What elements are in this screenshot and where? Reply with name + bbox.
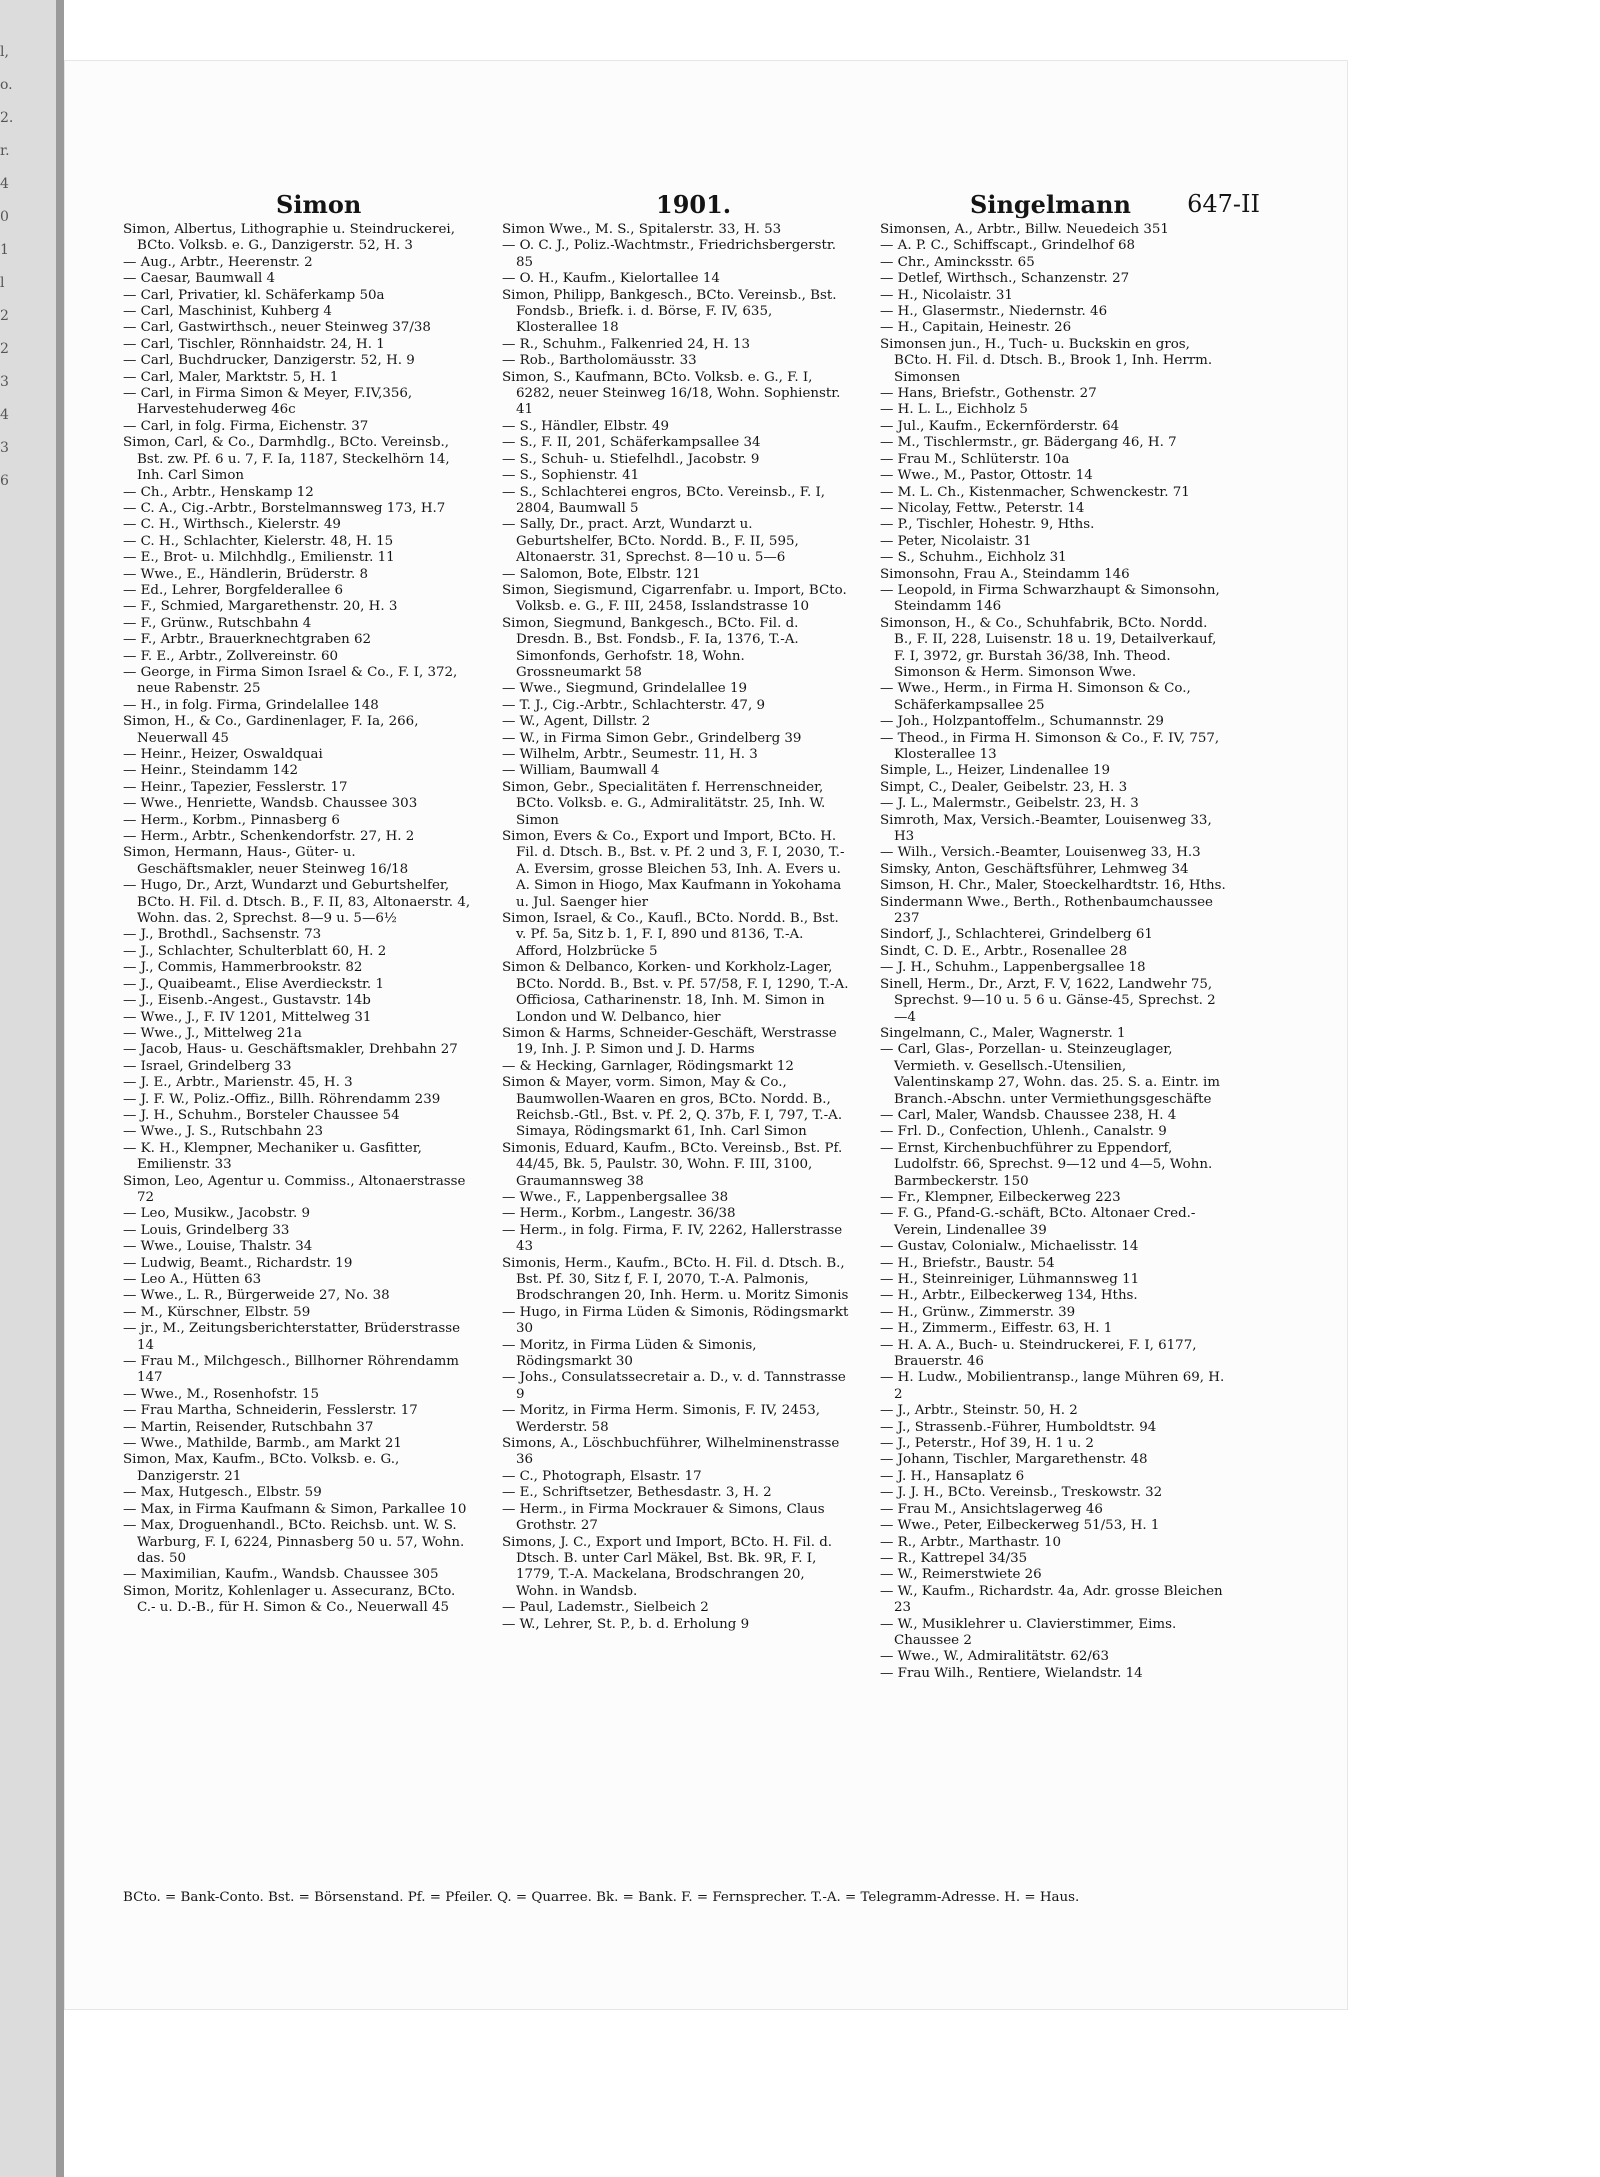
directory-entry: — Nicolay, Fettw., Peterstr. 14 xyxy=(880,500,1085,516)
directory-entry: Simon, Israel, & Co., Kaufl., BCto. Nordd. B., Bst. v. Pf. 5a, Sitz b. 1, F. I, 890 und 8136, T.-A. Afford, Holzbrücke 5 xyxy=(502,911,839,959)
directory-entry: — S., Sophienstr. 41 xyxy=(502,468,640,484)
directory-entry: — Wwe., F., Lappenbergsallee 38 xyxy=(502,1189,729,1205)
directory-entry: — H., Steinreiniger, Lühmannsweg 11 xyxy=(880,1272,1140,1287)
directory-entry: — Max, Hutgesch., Elbstr. 59 xyxy=(123,1485,322,1501)
directory-entry: — H. A. A., Buch- u. Steindruckerei, F. I, 6177, Brauerstr. 46 xyxy=(880,1337,1197,1370)
directory-entry: Simon, Leo, Agentur u. Commiss., Altonaerstrasse 72 xyxy=(123,1173,466,1205)
directory-entry: — H., Capitain, Heinestr. 26 xyxy=(880,320,1072,336)
directory-entry: — Wwe., Louise, Thalstr. 34 xyxy=(123,1239,313,1255)
directory-entry: — Sally, Dr., pract. Arzt, Wundarzt u. Geburtshelfer, BCto. Nordd. B., F. II, 595, Altonaerstr. 31, Sprechst. 8—10 u. 5—6 xyxy=(502,517,799,566)
directory-entry: — Wwe., Siegmund, Grindelallee 19 xyxy=(502,681,748,697)
directory-entry: — R., Schuhm., Falkenried 24, H. 13 xyxy=(502,336,751,352)
directory-entry: — Jul., Kaufm., Eckernförderstr. 64 xyxy=(880,418,1120,434)
directory-entry: — Carl, Tischler, Rönnhaidstr. 24, H. 1 xyxy=(123,336,385,352)
directory-entry: — F. G., Pfand-G.-schäft, BCto. Altonaer Cred.-Verein, Lindenallee 39 xyxy=(880,1206,1196,1238)
directory-entry: — S., Händler, Elbstr. 49 xyxy=(502,418,669,434)
directory-entry: — Carl, Gastwirthsch., neuer Steinweg 37/38 xyxy=(123,320,431,336)
directory-entry: — R., Arbtr., Marthastr. 10 xyxy=(880,1534,1062,1550)
directory-entry: Simon Wwe., M. S., Spitalerstr. 33, H. 53 xyxy=(502,222,782,237)
directory-entry: — S., Schuhm., Eichholz 31 xyxy=(880,550,1067,566)
directory-entry: Simonsohn, Frau A., Steindamm 146 xyxy=(880,566,1130,582)
directory-entry: — Wwe., Mathilde, Barmb., am Markt 21 xyxy=(123,1436,402,1452)
directory-entry: — Wwe., Henriette, Wandsb. Chaussee 303 xyxy=(123,796,418,812)
directory-entry: — S., F. II, 201, Schäferkampsallee 34 xyxy=(502,435,761,451)
directory-entry: Simon, Albertus, Lithographie u. Steindruckerei, BCto. Volksb. e. G., Danzigerstr. 52, H. 3 xyxy=(123,222,455,254)
directory-entry: — E., Brot- u. Milchhdlg., Emilienstr. 11 xyxy=(123,550,395,566)
directory-entry: Simon, H., & Co., Gardinenlager, F. Ia, 266, Neuerwall 45 xyxy=(123,714,419,746)
directory-entry: — Wwe., J., Mittelweg 21a xyxy=(123,1025,302,1041)
directory-entry: — O. H., Kaufm., Kielortallee 14 xyxy=(502,271,720,287)
directory-entry: — J. L., Malermstr., Geibelstr. 23, H. 3 xyxy=(880,796,1139,812)
header-year: 1901. xyxy=(656,190,732,219)
directory-entry: — E., Schriftsetzer, Bethesdastr. 3, H. 2 xyxy=(502,1485,772,1501)
directory-entry: — Chr., Amincksstr. 65 xyxy=(880,254,1035,270)
directory-entry: Simonis, Herm., Kaufm., BCto. H. Fil. d. Dtsch. B., Bst. Pf. 30, Sitz f, F. I, 2070, T.-A. Palmonis, Brodschrangen 20, Inh. Herm. u. Moritz Simonis xyxy=(502,1255,849,1304)
directory-entry: — H. Ludw., Mobilientransp., lange Mühren 69, H. 2 xyxy=(880,1370,1225,1402)
directory-entry: Simon, Siegismund, Cigarrenfabr. u. Import, BCto. Volksb. e. G., F. III, 2458, Isslandstrasse 10 xyxy=(502,582,847,615)
directory-entry: — Jacob, Haus- u. Geschäftsmakler, Drehbahn 27 xyxy=(123,1042,458,1058)
previous-page-fragment: 3 xyxy=(0,440,9,456)
directory-entry: — H., in folg. Firma, Grindelallee 148 xyxy=(123,697,379,713)
directory-entry: — J., Brothdl., Sachsenstr. 73 xyxy=(123,927,322,943)
directory-entry: — Carl, Glas-, Porzellan- u. Steinzeuglager, Vermieth. v. Gesellsch.-Utensilien, Valentinskamp 27, Wohn. das. 25. S. a. Eintr. im Branch.-Abschn. unter Vermiethungsgeschäfte xyxy=(880,1042,1220,1107)
previous-page-fragment: o. xyxy=(0,77,13,93)
directory-entry: — W., Reimerstwiete 26 xyxy=(880,1567,1042,1583)
directory-entry: — Wwe., J. S., Rutschbahn 23 xyxy=(123,1124,324,1140)
directory-entry: — Carl, in Firma Simon & Meyer, F.IV,356, Harvestehuderweg 46c xyxy=(123,386,413,418)
directory-entry: — Carl, Privatier, kl. Schäferkamp 50a xyxy=(123,287,385,303)
directory-entry: — Heinr., Heizer, Oswaldquai xyxy=(123,747,323,762)
previous-page-fragment: 0 xyxy=(0,209,9,225)
directory-entry: Simple, L., Heizer, Lindenallee 19 xyxy=(880,763,1111,779)
header-first-name: Simon xyxy=(276,190,362,219)
directory-entry: — Herm., in Firma Mockrauer & Simons, Claus Grothstr. 27 xyxy=(502,1501,825,1534)
directory-entry: — Wwe., Herm., in Firma H. Simonson & Co., Schäferkampsallee 25 xyxy=(880,681,1191,713)
directory-entry: Sindermann Wwe., Berth., Rothenbaumchaussee 237 xyxy=(880,894,1213,927)
directory-entry: — Wwe., W., Admiralitätstr. 62/63 xyxy=(880,1649,1109,1665)
directory-entry: Simson, H. Chr., Maler, Stoeckelhardtstr. 16, Hths. xyxy=(880,878,1226,894)
directory-entry: — R., Kattrepel 34/35 xyxy=(880,1550,1028,1566)
directory-entry: — Max, in Firma Kaufmann & Simon, Parkallee 10 xyxy=(123,1501,467,1517)
directory-entry: — Carl, Buchdrucker, Danzigerstr. 52, H. 9 xyxy=(123,353,415,369)
previous-page-edge xyxy=(0,40,16,940)
directory-entry: — Leo, Musikw., Jacobstr. 9 xyxy=(123,1206,310,1222)
directory-entry: Simonsen, A., Arbtr., Billw. Neuedeich 351 xyxy=(880,222,1169,237)
directory-entry: — Wwe., M., Pastor, Ottostr. 14 xyxy=(880,468,1093,484)
directory-entry: — Rob., Bartholomäusstr. 33 xyxy=(502,353,697,369)
directory-entry: Sindorf, J., Schlachterei, Grindelberg 61 xyxy=(880,927,1153,943)
directory-entry: — jr., M., Zeitungsberichterstatter, Brüderstrasse 14 xyxy=(123,1321,461,1353)
directory-entry: — Fr., Klempner, Eilbeckerweg 223 xyxy=(880,1189,1121,1205)
directory-entry: — F., Grünw., Rutschbahn 4 xyxy=(123,615,312,631)
directory-entry: — Max, Droguenhandl., BCto. Reichsb. unt. W. S. Warburg, F. I, 6224, Pinnasberg 50 u. 57, Wohn. das. 50 xyxy=(123,1518,465,1566)
directory-entry: Simon, Philipp, Bankgesch., BCto. Vereinsb., Bst. Fondsb., Briefk. i. d. Börse, F. IV, 635, Klosterallee 18 xyxy=(502,287,837,336)
directory-entry: Singelmann, C., Maler, Wagnerstr. 1 xyxy=(880,1025,1126,1041)
directory-entry: Simonis, Eduard, Kaufm., BCto. Vereinsb., Bst. Pf. 44/45, Bk. 5, Paulstr. 30, Wohn. F. III, 3100, Graumannsweg 38 xyxy=(502,1140,843,1189)
directory-entry: — Maximilian, Kaufm., Wandsb. Chaussee 305 xyxy=(123,1567,439,1583)
directory-entry: — Herm., Korbm., Pinnasberg 6 xyxy=(123,812,340,828)
directory-entry: Simon & Delbanco, Korken- und Korkholz-Lager, BCto. Nordd. B., Bst. v. Pf. 57/58, F. I, 1290, T.-A. Officiosa, Catharinenstr. 18, Inh. M. Simon in London und W. Delbanco, hier xyxy=(502,960,849,1025)
directory-entry: — C., Photograph, Elsastr. 17 xyxy=(502,1468,702,1484)
directory-entry: — William, Baumwall 4 xyxy=(502,763,660,779)
directory-entry: — Ed., Lehrer, Borgfelderallee 6 xyxy=(123,582,344,598)
directory-entry: — Hans, Briefstr., Gothenstr. 27 xyxy=(880,386,1097,402)
directory-entry: — Detlef, Wirthsch., Schanzenstr. 27 xyxy=(880,271,1130,287)
directory-entry: — K. H., Klempner, Mechaniker u. Gasfitter, Emilienstr. 33 xyxy=(123,1140,422,1173)
directory-entry: — J. J. H., BCto. Vereinsb., Treskowstr. 32 xyxy=(880,1485,1163,1501)
directory-entry: — Martin, Reisender, Rutschbahn 37 xyxy=(123,1419,374,1435)
directory-entry: — S., Schlachterei engros, BCto. Vereinsb., F. I, 2804, Baumwall 5 xyxy=(502,484,826,516)
directory-entry: Simpt, C., Dealer, Geibelstr. 23, H. 3 xyxy=(880,779,1128,795)
directory-entry: — Herm., Arbtr., Schenkendorfstr. 27, H. 2 xyxy=(123,829,415,845)
directory-entry: — J. F. W., Poliz.-Offiz., Billh. Röhrendamm 239 xyxy=(123,1091,441,1107)
directory-entry: Simon, Carl, & Co., Darmhdlg., BCto. Vereinsb., Bst. zw. Pf. 6 u. 7, F. Ia, 1187, Steckelhörn 14, Inh. Carl Simon xyxy=(123,435,450,484)
directory-entry: — M., Tischlermstr., gr. Bädergang 46, H. 7 xyxy=(880,435,1177,451)
directory-entry: — Salomon, Bote, Elbstr. 121 xyxy=(502,566,701,582)
directory-entry: — W., Agent, Dillstr. 2 xyxy=(502,714,651,730)
previous-page-fragment: 3 xyxy=(0,374,9,390)
directory-entry: — M., Kürschner, Elbstr. 59 xyxy=(123,1304,311,1320)
directory-entry: — O. C. J., Poliz.-Wachtmstr., Friedrichsbergerstr. 85 xyxy=(502,238,837,270)
directory-entry: Sindt, C. D. E., Arbtr., Rosenallee 28 xyxy=(880,943,1128,959)
directory-entry: — Wwe., Peter, Eilbeckerweg 51/53, H. 1 xyxy=(880,1518,1160,1534)
book-spine xyxy=(56,0,64,2177)
previous-page-fragment: l xyxy=(0,275,5,291)
directory-entry: — F., Schmied, Margarethenstr. 20, H. 3 xyxy=(123,599,398,615)
directory-entry: — Carl, Maschinist, Kuhberg 4 xyxy=(123,304,332,320)
directory-entry: — C. H., Wirthsch., Kielerstr. 49 xyxy=(123,517,341,533)
directory-entry: — J., Peterstr., Hof 39, H. 1 u. 2 xyxy=(880,1436,1094,1452)
directory-entry: Simon & Mayer, vorm. Simon, May & Co., Baumwollen-Waaren en gros, BCto. Nordd. B., Reichsb.-Gtl., Bst. v. Pf. 2, Q. 37b, F. I, 797, T.-A. Simaya, Rödingsmarkt 61, Inh. Carl Simon xyxy=(502,1075,843,1140)
directory-entry: — M. L. Ch., Kistenmacher, Schwenckestr. 71 xyxy=(880,484,1190,500)
directory-entry: — W., Lehrer, St. P., b. d. Erholung 9 xyxy=(502,1616,750,1632)
previous-page-fragment: 1 xyxy=(0,242,9,258)
directory-entry: — Wwe., M., Rosenhofstr. 15 xyxy=(123,1386,319,1402)
directory-entry: — Wwe., L. R., Bürgerweide 27, No. 38 xyxy=(123,1288,390,1304)
directory-entry: — J., Eisenb.-Angest., Gustavstr. 14b xyxy=(123,993,371,1009)
previous-page-fragment: 2 xyxy=(0,308,9,324)
directory-entry: — J., Arbtr., Steinstr. 50, H. 2 xyxy=(880,1403,1078,1419)
directory-entry: — Frau M., Schlüterstr. 10a xyxy=(880,451,1070,467)
directory-entry: — Moritz, in Firma Lüden & Simonis, Rödingsmarkt 30 xyxy=(502,1337,757,1370)
directory-entry: — Herm., in folg. Firma, F. IV, 2262, Hallerstrasse 43 xyxy=(502,1222,843,1255)
directory-entry: — H., Grünw., Zimmerstr. 39 xyxy=(880,1304,1076,1320)
directory-entry: — H., Zimmerm., Eiffestr. 63, H. 1 xyxy=(880,1321,1113,1337)
directory-entry: — George, in Firma Simon Israel & Co., F. I, 372, neue Rabenstr. 25 xyxy=(123,664,458,697)
directory-entry: — T. J., Cig.-Arbtr., Schlachterstr. 47, 9 xyxy=(502,697,765,713)
directory-entry: — Gustav, Colonialw., Michaelisstr. 14 xyxy=(880,1239,1139,1255)
directory-entry: — Leo A., Hütten 63 xyxy=(123,1272,262,1287)
directory-entry: — Aug., Arbtr., Heerenstr. 2 xyxy=(123,254,313,270)
directory-entry: — Wilhelm, Arbtr., Seumestr. 11, H. 3 xyxy=(502,747,758,762)
directory-entry: — Caesar, Baumwall 4 xyxy=(123,271,276,287)
directory-entry: — S., Schuh- u. Stiefelhdl., Jacobstr. 9 xyxy=(502,451,760,467)
directory-entry: — Theod., in Firma H. Simonson & Co., F. IV, 757, Klosterallee 13 xyxy=(880,730,1220,762)
directory-entry: — Louis, Grindelberg 33 xyxy=(123,1222,290,1238)
directory-entry: — Hugo, Dr., Arzt, Wundarzt und Geburtshelfer, BCto. H. Fil. d. Dtsch. B., F. II, 83, Altonaerstr. 4, Wohn. das. 2, Sprechst. 8—9 u. 5—6½ xyxy=(123,878,471,927)
directory-entry: — C. A., Cig.-Arbtr., Borstelmannsweg 173, H.7 xyxy=(123,500,446,516)
previous-page-fragment: l, xyxy=(0,44,9,60)
directory-entry: Simonsen jun., H., Tuch- u. Buckskin en gros, BCto. H. Fil. d. Dtsch. B., Brook 1, Inh. Herrm. Simonsen xyxy=(880,336,1213,385)
directory-entry: Simsky, Anton, Geschäftsführer, Lehmweg 34 xyxy=(880,861,1189,877)
directory-entry: Simon, Moritz, Kohlenlager u. Assecuranz, BCto. C.- u. D.-B., für H. Simon & Co., Neuerwall 45 xyxy=(123,1583,456,1616)
directory-entry: Simon, Gebr., Specialitäten f. Herrenschneider, BCto. Volksb. e. G., Admiralitätstr. 25, Inh. W. Simon xyxy=(502,779,826,828)
previous-page-fragment: 2 xyxy=(0,341,9,357)
directory-entry: — W., Musiklehrer u. Clavierstimmer, Eims. Chaussee 2 xyxy=(880,1616,1177,1648)
directory-entry: — J. E., Arbtr., Marienstr. 45, H. 3 xyxy=(123,1075,353,1091)
directory-entry: — Johs., Consulatssecretair a. D., v. d. Tannstrasse 9 xyxy=(502,1370,846,1402)
directory-entry: — J. H., Schuhm., Lappenbergsallee 18 xyxy=(880,960,1146,976)
directory-entry: — Frau Wilh., Rentiere, Wielandstr. 14 xyxy=(880,1665,1143,1681)
column-right xyxy=(880,222,1228,1682)
directory-entry: — Wwe., J., F. IV 1201, Mittelweg 31 xyxy=(123,1009,372,1025)
directory-entry: Simon, Hermann, Haus-, Güter- u. Geschäftsmakler, neuer Steinweg 16/18 xyxy=(123,845,409,877)
directory-entry: — H., Arbtr., Eilbeckerweg 134, Hths. xyxy=(880,1288,1138,1304)
directory-entry: — W., Kaufm., Richardstr. 4a, Adr. grosse Bleichen 23 xyxy=(880,1583,1223,1616)
directory-entry: — Frau M., Ansichtslagerweg 46 xyxy=(880,1501,1103,1517)
directory-entry: — H., Briefstr., Baustr. 54 xyxy=(880,1255,1055,1271)
directory-entry: — J., Commis, Hammerbrookstr. 82 xyxy=(123,960,363,976)
directory-entry: — Paul, Lademstr., Sielbeich 2 xyxy=(502,1600,709,1616)
directory-entry: — Ludwig, Beamt., Richardstr. 19 xyxy=(123,1255,353,1271)
directory-entry: — F. E., Arbtr., Zollvereinstr. 60 xyxy=(123,648,339,664)
directory-entry: Simon, Siegmund, Bankgesch., BCto. Fil. d. Dresdn. B., Bst. Fondsb., F. Ia, 1376, T.-A. Simonfonds, Gerhofstr. 18, Wohn. Grossneumarkt 58 xyxy=(502,615,799,680)
previous-page-fragment: r. xyxy=(0,143,10,159)
directory-entry: — Moritz, in Firma Herm. Simonis, F. IV, 2453, Werderstr. 58 xyxy=(502,1403,821,1435)
directory-entry: — Frau Martha, Schneiderin, Fesslerstr. 17 xyxy=(123,1403,418,1419)
directory-entry: — Ernst, Kirchenbuchführer zu Eppendorf, Ludolfstr. 66, Sprechst. 9—12 und 4—5, Wohn. Barmbeckerstr. 150 xyxy=(880,1140,1213,1189)
directory-entry: — Carl, Maler, Wandsb. Chaussee 238, H. 4 xyxy=(880,1107,1177,1123)
directory-entry: — C. H., Schlachter, Kielerstr. 48, H. 15 xyxy=(123,533,394,549)
directory-entry: — H., Glasermstr., Niedernstr. 46 xyxy=(880,304,1108,320)
previous-page-fragment: 4 xyxy=(0,176,9,192)
directory-entry: — Wwe., E., Händlerin, Brüderstr. 8 xyxy=(123,566,368,582)
directory-entry: Simon & Harms, Schneider-Geschäft, Werstrasse 19, Inh. J. P. Simon und J. D. Harms xyxy=(502,1025,837,1058)
directory-entry: Simon, S., Kaufmann, BCto. Volksb. e. G., F. I, 6282, neuer Steinweg 16/18, Wohn. Sophienstr. 41 xyxy=(502,369,841,418)
directory-entry: — Peter, Nicolaistr. 31 xyxy=(880,533,1032,549)
directory-entry: Simroth, Max, Versich.-Beamter, Louisenweg 33, H3 xyxy=(880,812,1212,845)
directory-entry: — Heinr., Tapezier, Fesslerstr. 17 xyxy=(123,779,348,795)
directory-entry: Simonson, H., & Co., Schuhfabrik, BCto. Nordd. B., F. II, 228, Luisenstr. 18 u. 19, Detailverkauf, F. I, 3972, gr. Burstah 36/38, Inh. Theod. Simonson & Herm. Simonson Wwe. xyxy=(880,615,1217,680)
directory-entry: — Frau M., Milchgesch., Billhorner Röhrendamm 147 xyxy=(123,1354,459,1386)
previous-page-fragment: 6 xyxy=(0,473,9,489)
directory-entry: — & Hecking, Garnlager, Rödingsmarkt 12 xyxy=(502,1058,794,1074)
directory-entry: — H., Nicolaistr. 31 xyxy=(880,287,1013,303)
directory-entry: — P., Tischler, Hohestr. 9, Hths. xyxy=(880,517,1095,533)
previous-page-fragment: 4 xyxy=(0,407,9,423)
directory-entry: — J. H., Hansaplatz 6 xyxy=(880,1468,1025,1484)
directory-entry: — Frl. D., Confection, Uhlenh., Canalstr. 9 xyxy=(880,1124,1167,1140)
directory-entry: — Joh., Holzpantoffelm., Schumannstr. 29 xyxy=(880,714,1164,730)
directory-entry: — Carl, Maler, Marktstr. 5, H. 1 xyxy=(123,369,339,385)
directory-entry: — J., Strassenb.-Führer, Humboldtstr. 94 xyxy=(880,1419,1157,1435)
abbreviation-legend: BCto. = Bank-Conto. Bst. = Börsenstand. Pf. = Pfeiler. Q. = Quarree. Bk. = Bank. F. = Fernsprecher. T.-A. = Telegramm-Adresse. H. = Haus. xyxy=(123,1890,1080,1905)
column-left xyxy=(123,222,471,1617)
directory-entry: Simon, Evers & Co., Export und Import, BCto. H. Fil. d. Dtsch. B., Bst. v. Pf. 2 und 3, F. I, 2030, T.-A. Eversim, grosse Bleichen 53, Inh. A. Evers u. A. Simon in Hiogo, Max Kaufmann in Yokohama u. Jul. Saenger hier xyxy=(502,829,845,910)
directory-entry: — Johann, Tischler, Margarethenstr. 48 xyxy=(880,1452,1148,1468)
directory-entry: — J., Quaibeamt., Elise Averdieckstr. 1 xyxy=(123,976,384,992)
directory-entry: — Herm., Korbm., Langestr. 36/38 xyxy=(502,1206,736,1222)
directory-entry: — Hugo, in Firma Lüden & Simonis, Rödingsmarkt 30 xyxy=(502,1304,849,1337)
directory-entry: Simon, Max, Kaufm., BCto. Volksb. e. G., Danzigerstr. 21 xyxy=(123,1452,400,1484)
directory-entry: — Carl, in folg. Firma, Eichenstr. 37 xyxy=(123,418,369,434)
directory-entry: Simons, A., Löschbuchführer, Wilhelminenstrasse 36 xyxy=(502,1436,840,1468)
directory-entry: — F., Arbtr., Brauerknechtgraben 62 xyxy=(123,632,372,648)
directory-entry: Simons, J. C., Export und Import, BCto. H. Fil. d. Dtsch. B. unter Carl Mäkel, Bst. Bk. 9R, F. I, 1779, T.-A. Mackelana, Brodschrangen 20, Wohn. in Wandsb. xyxy=(502,1534,833,1599)
directory-entry: — Heinr., Steindamm 142 xyxy=(123,763,299,779)
header-last-name: Singelmann xyxy=(970,190,1131,219)
directory-entry: — Wilh., Versich.-Beamter, Louisenweg 33, H.3 xyxy=(880,845,1201,861)
directory-entry: — H. L. L., Eichholz 5 xyxy=(880,402,1028,418)
page-number: 647-II xyxy=(1187,190,1260,218)
directory-entry: — Israel, Grindelberg 33 xyxy=(123,1058,292,1074)
directory-entry: Sinell, Herm., Dr., Arzt, F. V, 1622, Landwehr 75, Sprechst. 9—10 u. 5 6 u. Gänse-45, Sprechst. 2—4 xyxy=(880,976,1216,1025)
directory-entry: — Ch., Arbtr., Henskamp 12 xyxy=(123,484,314,500)
directory-entry: — J. H., Schuhm., Borsteler Chaussee 54 xyxy=(123,1107,400,1123)
directory-entry: — W., in Firma Simon Gebr., Grindelberg 39 xyxy=(502,730,802,746)
directory-entry: — A. P. C., Schiffscapt., Grindelhof 68 xyxy=(880,238,1136,254)
directory-entry: — Leopold, in Firma Schwarzhaupt & Simonsohn, Steindamm 146 xyxy=(880,582,1220,615)
column-middle xyxy=(502,222,850,1633)
previous-page-fragment: 2. xyxy=(0,110,14,126)
directory-entry: — J., Schlachter, Schulterblatt 60, H. 2 xyxy=(123,943,387,959)
